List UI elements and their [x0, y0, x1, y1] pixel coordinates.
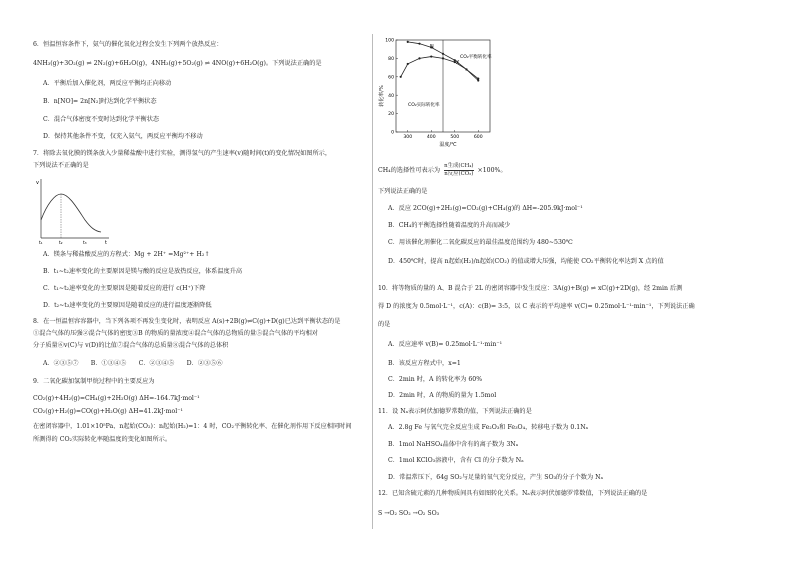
- t-axis-label: t: [105, 240, 107, 246]
- y-tick-label: 20: [388, 112, 394, 118]
- actual-point: [465, 68, 467, 70]
- selectivity-suffix: ×100%。: [477, 166, 507, 174]
- q7-option-c: C．t₁~t₂速率变化的主要原因是随着反应的进行 c(H⁺)下降: [43, 285, 206, 292]
- q10-option-c: C．2min 时，A 的转化率为 60%: [388, 376, 483, 383]
- q10-stem-3: 的是: [378, 321, 391, 328]
- y-tick-label: 0: [391, 130, 394, 136]
- actual-point: [407, 63, 409, 65]
- actual-point: [477, 79, 479, 81]
- label-actual-curve: CO₂实际转化率: [408, 103, 440, 108]
- q9-stem-1: 9．二氧化碳加氢制甲烷过程中的主要反应为: [33, 378, 155, 385]
- selectivity-denominator: n反应(CO₂): [444, 170, 474, 177]
- q10-stem-2: 得 D 的浓度为 0.5mol·L⁻¹，c(A)：c(B)= 3:5，以 C 表示的平均速率 v(C)= 0.25mol·L⁻¹·min⁻¹，下列说法正确: [378, 303, 695, 310]
- q9-stem-3: 所测得的 CO₂实际转化率随温度的变化如图所示。: [33, 436, 172, 443]
- actual-point: [418, 57, 420, 59]
- actual-point: [442, 57, 444, 59]
- t1-tick: t₁: [39, 241, 43, 246]
- velocity-time-graph: [33, 176, 111, 246]
- conversion-chart: [378, 36, 498, 148]
- point-n-label: N: [430, 44, 434, 50]
- q9-option-a: A．反应 2CO(g)+2H₂(g)=CO₂(g)+CH₄(g)的 ΔH=-205.9kJ·mol⁻¹: [388, 205, 583, 212]
- q10-option-b: B．该反应方程式中，x=1: [388, 360, 461, 367]
- q10-stem-1: 10．将等物质的量的 A、B 混合于 2L 的密闭容器中发生反应：3A(g)+B(g) ⇌ xC(g)+2D(g)，经 2min 后测: [378, 285, 683, 292]
- q9-equation-1: CO₂(g)+4H₂(g)=CH₄(g)+2H₂O(g) ΔH=-164.7kJ·mol⁻¹: [33, 395, 200, 402]
- q6-option-d: D．保持其他条件不变，仅充入氨气，两反应平衡均不移动: [43, 133, 203, 140]
- q6-option-c: C．混合气体密度不变时达到化学平衡状态: [43, 116, 160, 123]
- q12-conversion-chain: S →O₂ SO₂ →O₂ SO₃: [378, 510, 440, 517]
- q6-option-a: A．平衡后加入催化剂，两反应平衡均正向移动: [43, 80, 172, 87]
- label-eq-curve: CO₂平衡转化率: [460, 55, 492, 60]
- x-tick-label: 500: [450, 135, 460, 140]
- x-tick-label: 400: [426, 135, 436, 140]
- q9-options-stem: 下列说法正确的是: [378, 188, 428, 195]
- equilibrium-point: [407, 41, 409, 43]
- selectivity-prefix: CH₄的选择性可表示为: [378, 166, 441, 174]
- q7-option-b: B．t₁~t₂速率变化的主要原因是镁与酸的反应是放热反应，体系温度升高: [43, 268, 243, 275]
- q10-option-a: A．反应速率 v(B)= 0.25mol·L⁻¹·min⁻¹: [388, 341, 503, 348]
- x-tick-label: 600: [473, 135, 483, 140]
- v-axis-label: v: [36, 180, 39, 186]
- q7-option-a: A．镁条与稀盐酸反应的方程式：Mg + 2H⁺ =Mg²⁺+ H₂↑: [43, 251, 210, 258]
- q8-stem-3: 分子质量⑥v(C)与 v(D)的比值⑦混合气体的总质量⑧混合气体的总体积: [33, 342, 229, 349]
- q9-equation-2: CO₂(g)+H₂(g)=CO(g)+H₂O(g) ΔH=41.2kJ·mol⁻¹: [33, 408, 183, 415]
- actual-point: [400, 76, 402, 78]
- selectivity-numerator: n生成(CH₄): [444, 163, 474, 169]
- chart-y-label: 转化率/%: [379, 85, 385, 107]
- q11-option-d: D．常温常压下，64g SO₂与足量的氧气充分反应，产生 SO₃的分子个数为 Nₐ: [388, 474, 603, 481]
- q8-stem-2: ①混合气体的压强②混合气体的密度③B 的物质的量浓度④混合气体的总物质的量⑤混合气体的平均相对: [33, 330, 318, 337]
- q6-stem-1: 6．恒温恒容条件下，氨气的催化氧化过程会发生下列两个放热反应：: [33, 41, 223, 48]
- x-tick-label: 300: [403, 135, 413, 140]
- t3-tick: t₃: [83, 241, 87, 246]
- point-x-label: X: [456, 60, 460, 66]
- q6-option-b: B．n[NO]= 2n[N₂]时达到化学平衡状态: [43, 98, 157, 105]
- q10-option-d: D．2min 时，A 的物质的量为 1.5mol: [388, 392, 497, 399]
- column-divider: [372, 34, 373, 529]
- q11-option-a: A．2.8g Fe 与氧气完全反应生成 Fe₂O₃和 Fe₃O₄，转移电子数为 0.1Nₐ: [388, 424, 589, 431]
- q9-option-c: C．用该催化剂催化二氧化碳反应的最佳温度范围约为 480~530℃: [388, 239, 573, 246]
- q8-options: A．②③⑤⑦ B．①③④⑤ C．②③④⑤ D．②③⑤⑥: [43, 360, 223, 367]
- actual-point: [430, 55, 432, 57]
- q8-stem-1: 8．在一恒温恒容容器中，当下列各项不再发生变化时，表明反应 A(s)+2B(g)⇌C(g)+D(g)已达到平衡状态的是: [33, 318, 341, 325]
- q9-option-b: B．CH₄的平衡选择性随着温度的升高而减少: [388, 222, 511, 229]
- q11-option-c: C．1mol KClO₃溶液中，含有 Cl 的分子数为 Nₐ: [388, 457, 524, 464]
- y-tick-label: 40: [388, 93, 394, 99]
- selectivity-fraction: [444, 163, 473, 178]
- q7-option-d: D．t₂~t₃速率变化的主要原因是随着反应的进行温度逐渐降低: [43, 302, 212, 309]
- q9-stem-2: 在密闭容器中，1.01×10⁵Pa、n起始(CO₂)：n起始(H₂)=1：4 时，CO₂平衡转化率、在催化剂作用下反应相同时间: [33, 423, 352, 430]
- equilibrium-point: [442, 53, 444, 55]
- y-tick-label: 80: [388, 57, 394, 62]
- t2-tick: t₂: [59, 241, 63, 246]
- q6-stem-2: 4NH₃(g)+3O₂(g) ⇌ 2N₂(g)+6H₂O(g)，4NH₃(g)+5O₂(g) ⇌ 4NO(g)+6H₂O(g)。下列说法正确的是: [33, 60, 322, 67]
- q11-option-b: B．1mol NaHSO₄晶体中含有的离子数为 3Nₐ: [388, 441, 519, 448]
- chart-x-label: 温度/℃: [439, 142, 457, 148]
- equilibrium-point: [418, 43, 420, 45]
- y-tick-label: 60: [388, 75, 394, 81]
- q9-option-d: D．450℃时，提高 n起始(H₂)/n起始(CO₂) 的值或增大压强，均能使 CO₂平衡转化率达到 X 点的值: [388, 258, 664, 265]
- q7-stem-2: 下列说法不正确的是: [33, 162, 89, 169]
- q11-stem: 11．设 Nₐ表示阿伏加德罗常数的值，下列说法正确的是: [378, 408, 532, 415]
- selectivity-line: [378, 163, 507, 178]
- velocity-curve: [41, 194, 101, 232]
- q12-stem: 12．已知含硫元素的几种物质间具有如图转化关系。Nₐ表示阿伏加德罗常数值，下列说法正确的是: [378, 490, 648, 497]
- y-tick-label: 100: [385, 38, 394, 44]
- q7-stem-1: 7．将除去氧化膜的镁条放入少量稀盐酸中进行实验，测得氢气的产生速率(v)随时间(t)的变化情况如图所示，: [33, 150, 332, 157]
